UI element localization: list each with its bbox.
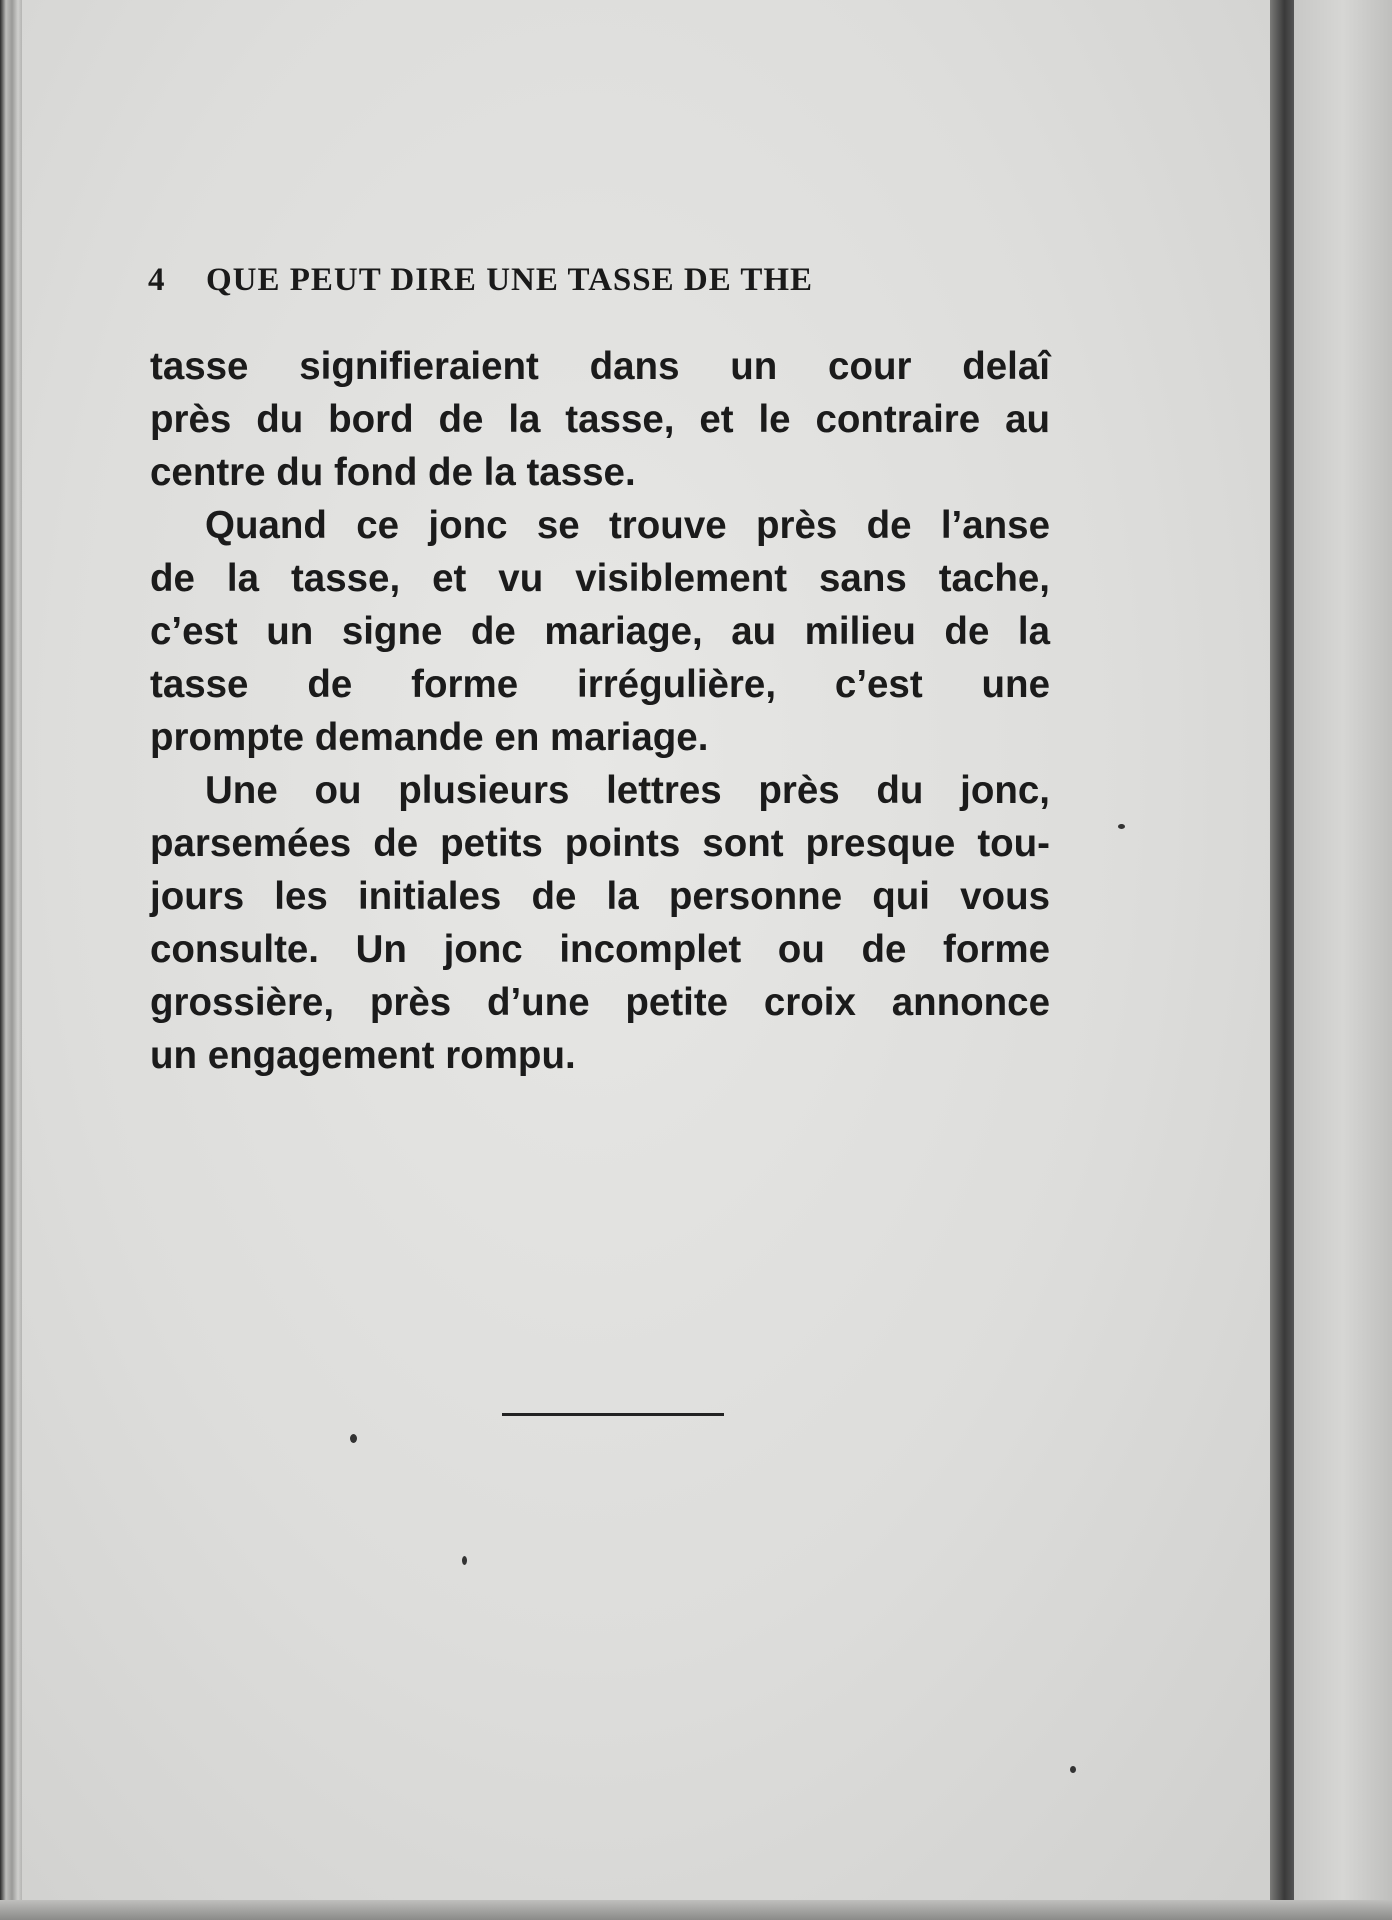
text-line: centre du fond de la tasse. — [150, 451, 636, 494]
running-head — [148, 262, 1148, 299]
paper-speck — [350, 1434, 357, 1443]
gutter-shadow — [1270, 0, 1294, 1920]
body-text — [150, 340, 1050, 1082]
text-line: Quand ce jonc se trouve près de l’anse — [205, 504, 1050, 547]
text-line: de la tasse, et vu visiblement sans tache, — [150, 557, 1050, 600]
page-number: 4 — [148, 262, 166, 298]
section-end-rule — [502, 1413, 724, 1416]
text-line: consulte. Un jonc incomplet ou de forme — [150, 928, 1050, 971]
paper-speck — [1118, 824, 1125, 829]
facing-page-edge — [1294, 0, 1392, 1920]
paper-speck — [462, 1556, 467, 1565]
text-line: un engagement rompu. — [150, 1034, 576, 1077]
page-title: QUE PEUT DIRE UNE TASSE DE THE — [206, 262, 814, 298]
text-line: tasse de forme irrégulière, c’est une — [150, 663, 1050, 706]
text-line: près du bord de la tasse, et le contraire au — [150, 398, 1050, 441]
text-line: c’est un signe de mariage, au milieu de la — [150, 610, 1050, 653]
text-line: prompte demande en mariage. — [150, 716, 709, 759]
text-line: parsemées de petits points sont presque tou- — [150, 822, 1050, 865]
text-line: jours les initiales de la personne qui vous — [150, 875, 1050, 918]
paper-speck — [1070, 1766, 1076, 1773]
text-line: Une ou plusieurs lettres près du jonc, — [205, 769, 1050, 812]
page-bottom-edge — [0, 1900, 1392, 1920]
text-line: grossière, près d’une petite croix annonce — [150, 981, 1050, 1024]
text-line: tasse signifieraient dans un cour delaî — [150, 345, 1050, 388]
